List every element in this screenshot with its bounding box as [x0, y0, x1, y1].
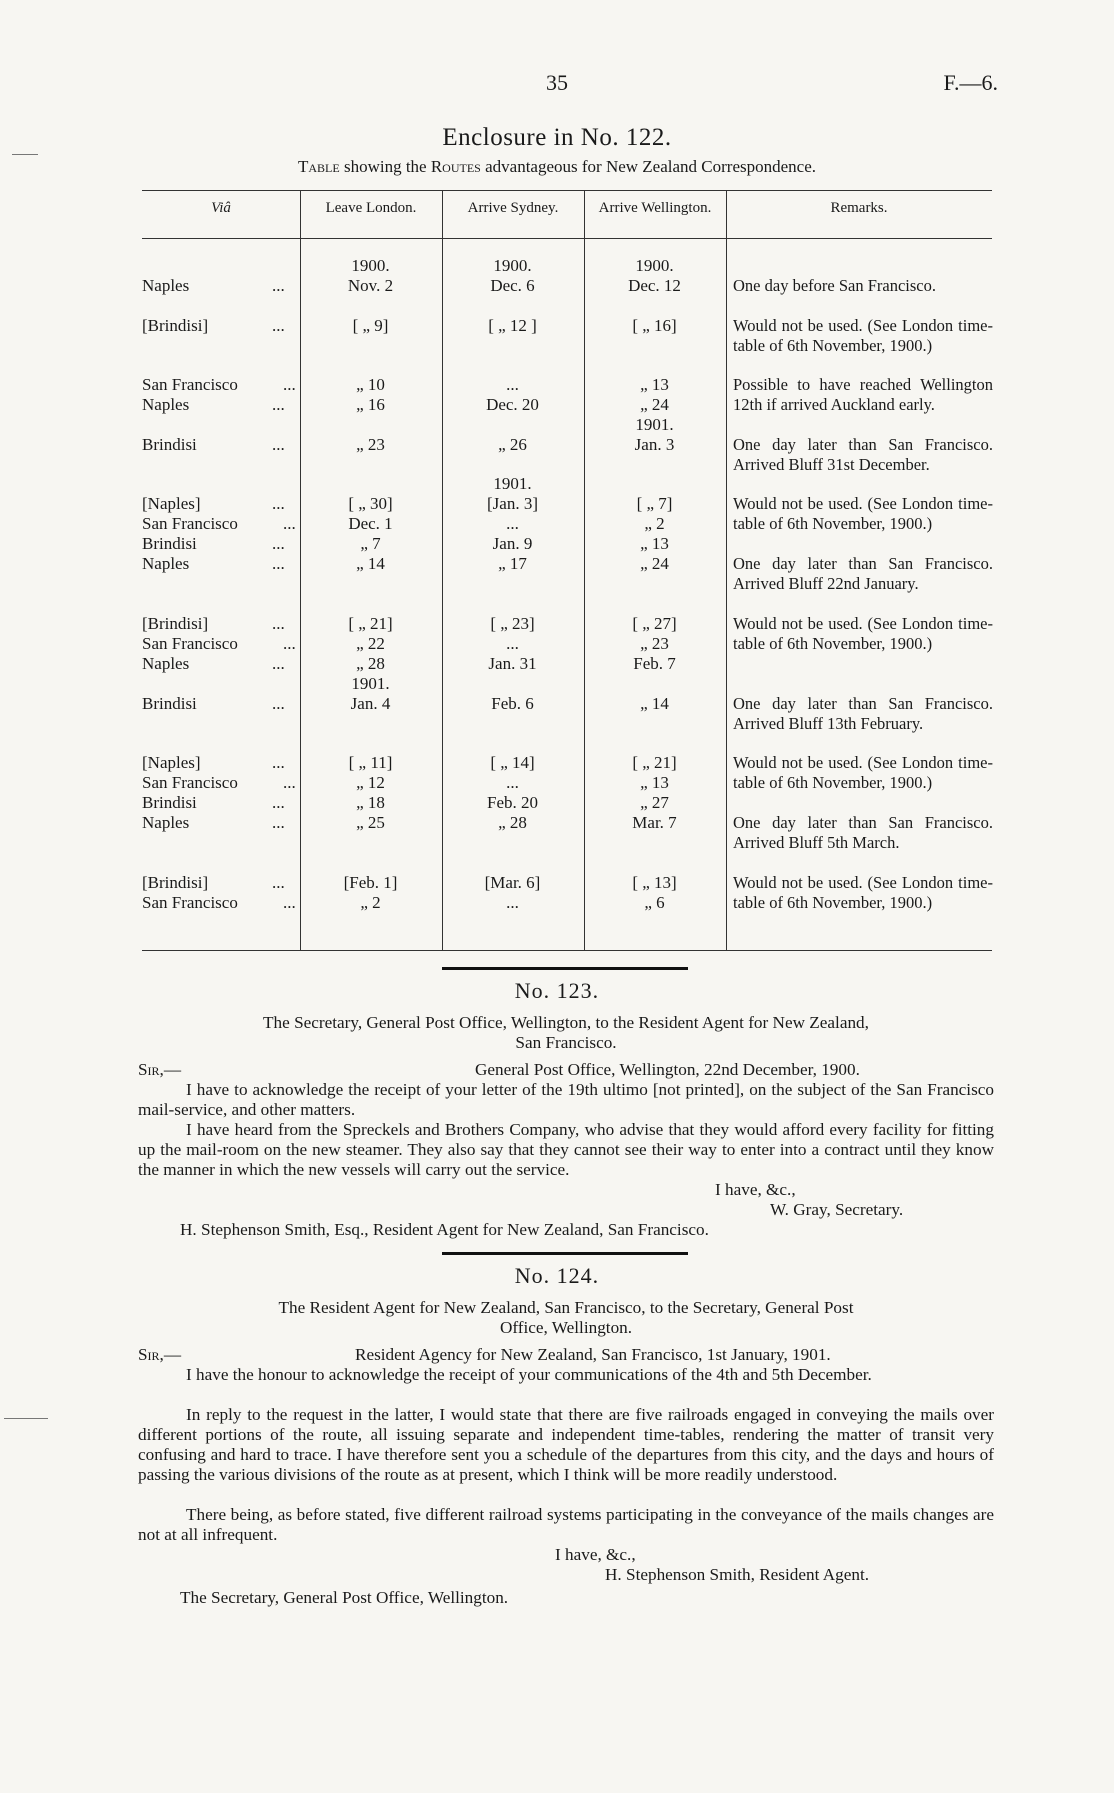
table-row: Brindisi ... „ 23 „ 26 Jan. 3	[142, 435, 675, 454]
table-row: Brindisi ... „ 18 Feb. 20 „ 27	[142, 793, 669, 812]
table-row: San Francisco ... „ 2 ... „ 6	[142, 893, 665, 912]
letter-address: San Francisco.	[515, 1033, 617, 1052]
remark: One day later than San Francisco. Arrived Bluff 31st December.	[733, 435, 993, 474]
letter-paragraph: I have heard from the Spreckels and Brothers Company, who advise that they would afford every facility for fitting up the mail-room on the new steamer. They also say that they cannot see their way to enter into a contract until they know the manner in which the new vessels will carry out the service.	[138, 1120, 994, 1179]
letter-paragraph: There being, as before stated, five different railroad systems participating in the conveyance of the mails changes are not at all infrequent.	[138, 1505, 994, 1544]
salutation: Sir,—	[138, 1345, 182, 1364]
remark: Possible to have reached Wellington 12th if arrived Auckland early.	[733, 375, 993, 414]
section-divider	[442, 967, 688, 970]
remark: One day before San Francisco.	[733, 276, 936, 295]
letter-heading: No. 123.	[514, 978, 600, 1003]
document-reference: F.—6.	[943, 70, 998, 95]
remark: Would not be used. (See London time-table of 6th November, 1900.)	[733, 753, 993, 792]
remark: One day later than San Francisco. Arrived Bluff 5th March.	[733, 813, 993, 852]
column-header-arrive-sydney: Arrive Sydney.	[467, 200, 559, 216]
salutation: Sir,—	[138, 1060, 182, 1079]
table-top-rule	[142, 190, 992, 191]
year-label: 1900.	[493, 256, 532, 275]
table-row: Brindisi ... „ 7 Jan. 9 „ 13	[142, 534, 669, 553]
table-bottom-rule	[142, 950, 992, 951]
column-header-remarks: Remarks.	[830, 200, 888, 216]
dateline: General Post Office, Wellington, 22nd December, 1900.	[475, 1060, 860, 1079]
table-row: Naples ... „ 14 „ 17 „ 24	[142, 554, 669, 573]
table-row: Naples ... „ 16 Dec. 20 „ 24	[142, 395, 669, 414]
closing: I have, &c.,	[555, 1545, 636, 1564]
column-header-leave-london: Leave London.	[325, 200, 417, 216]
table-row: [Brindisi] ... [ „ 9] [ „ 12 ] [ „ 16]	[142, 316, 677, 335]
remark: Would not be used. (See London time-table of 6th November, 1900.)	[733, 316, 993, 355]
dateline: Resident Agency for New Zealand, San Francisco, 1st January, 1901.	[355, 1345, 831, 1364]
table-row: San Francisco ... Dec. 1 ... „ 2	[142, 514, 665, 533]
letter-paragraph: I have to acknowledge the receipt of your letter of the 19th ultimo [not printed], on the subject of the San Francisco mail-service, and other matters.	[138, 1080, 994, 1119]
table-row: [Brindisi] ... [ „ 21] [ „ 23] [ „ 27]	[142, 614, 677, 633]
signature: H. Stephenson Smith, Resident Agent.	[605, 1565, 870, 1584]
remark: Would not be used. (See London time-table of 6th November, 1900.)	[733, 494, 993, 533]
table-row: Naples ... Nov. 2 Dec. 6 Dec. 12	[142, 276, 681, 295]
table-row: San Francisco ... „ 10 ... „ 13	[142, 375, 669, 394]
table-row: San Francisco ... „ 12 ... „ 13	[142, 773, 669, 792]
table-row: San Francisco ... „ 22 ... „ 23	[142, 634, 669, 653]
column-header-via: Viâ	[211, 200, 231, 216]
scan-mark	[4, 1418, 48, 1419]
letter-address: The Resident Agent for New Zealand, San Francisco, to the Secretary, General Post	[278, 1298, 854, 1317]
recipient: H. Stephenson Smith, Esq., Resident Agent for New Zealand, San Francisco.	[180, 1220, 709, 1239]
closing: I have, &c.,	[715, 1180, 796, 1199]
letter-paragraph: In reply to the request in the latter, I would state that there are five railroads engaged in conveying the mails over different portions of the route, all issuing separate and independent time-tables, rendering the matter of transit very confusing and hard to trace. I have therefore sent you a schedule of the departures from this city, and the days and hours of passing the various divisions of the route as at present, which I think will be more readily understood.	[138, 1405, 994, 1484]
remark: One day later than San Francisco. Arrived Bluff 13th February.	[733, 694, 993, 733]
table-row: Brindisi ... Jan. 4 Feb. 6 „ 14	[142, 694, 669, 713]
remark: Would not be used. (See London time-table of 6th November, 1900.)	[733, 873, 993, 912]
table-row: [Naples] ... [ „ 11] [ „ 14] [ „ 21]	[142, 753, 677, 772]
table-caption: Table showing the Routes advantageous for New Zealand Correspondence.	[297, 157, 817, 176]
remark: Would not be used. (See London time-table of 6th November, 1900.)	[733, 614, 993, 653]
letter-address: The Secretary, General Post Office, Wellington, to the Resident Agent for New Zealand,	[263, 1013, 869, 1032]
recipient: The Secretary, General Post Office, Wellington.	[180, 1588, 509, 1607]
year-label: 1900.	[635, 256, 674, 275]
table-row: 1901.	[493, 474, 532, 493]
letter-paragraph: I have the honour to acknowledge the receipt of your communications of the 4th and 5th December.	[186, 1365, 872, 1384]
enclosure-title: Enclosure in No. 122.	[442, 124, 672, 151]
letter-address: Office, Wellington.	[499, 1318, 633, 1337]
table-header-rule	[142, 238, 992, 239]
table-row-year	[0, 256, 1114, 276]
table-row: Naples ... „ 25 „ 28 Mar. 7	[142, 813, 677, 832]
remark: One day later than San Francisco. Arrived Bluff 22nd January.	[733, 554, 993, 593]
table-row: Naples ... „ 28 Jan. 31 Feb. 7	[142, 654, 676, 673]
column-header-arrive-wellington: Arrive Wellington.	[598, 200, 712, 216]
scan-mark	[12, 154, 38, 155]
year-label: 1900.	[351, 256, 390, 275]
table-row: [Brindisi] ... [Feb. 1] [Mar. 6] [ „ 13]	[142, 873, 677, 892]
table-row: 1901.	[635, 415, 674, 434]
page-number: 35	[546, 70, 568, 95]
section-divider	[442, 1252, 688, 1255]
table-row: [Naples] ... [ „ 30] [Jan. 3] [ „ 7]	[142, 494, 673, 513]
letter-heading: No. 124.	[514, 1263, 600, 1288]
table-row: 1901.	[351, 674, 390, 693]
signature: W. Gray, Secretary.	[770, 1200, 904, 1219]
